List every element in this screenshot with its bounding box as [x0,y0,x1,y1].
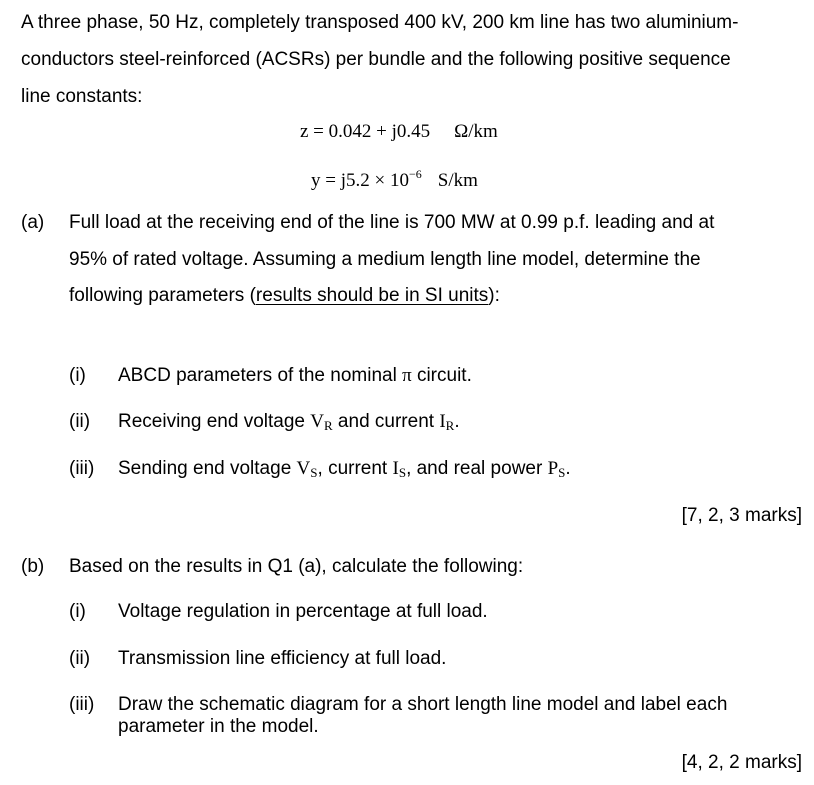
part-a-item-3-text-c: , and real power [406,458,548,479]
part-a-item-3-text [118,459,571,479]
equation-z-lhs: z = 0.042 + j0.45 [300,121,431,142]
part-a-item-3-number: (iii) [69,458,95,479]
ir-subscript: R [445,418,455,433]
part-b-item-3-number: (iii) [69,694,95,715]
ps-base: P [547,458,559,479]
part-a-item-2-text-b: and current [332,411,440,432]
part-b-item-3-text-line-1: Draw the schematic diagram for a short length line model and label each [118,694,728,715]
part-b-item-2-number: (ii) [69,648,91,669]
part-a-si-units-underlined: results should be in SI units [255,285,489,306]
pi-symbol: π [402,365,412,386]
part-a-line-3-post: ): [488,285,500,306]
part-a-item-3-text-b: , current [317,458,393,479]
vr-subscript: R [323,418,333,433]
part-b-item-1-number: (i) [69,601,86,622]
current-symbol-ir [439,411,454,432]
part-b-marks: [4, 2, 2 marks] [681,752,802,773]
ps-subscript: S [558,465,566,480]
voltage-symbol-vs [297,458,318,479]
equation-y-lhs: y = j5.2 × 10 [311,170,409,191]
part-a-item-1-number: (i) [69,365,86,386]
part-a-label: (a) [21,212,45,233]
vs-subscript: S [310,465,318,480]
part-b-item-1-text: Voltage regulation in percentage at full load. [118,601,488,622]
is-subscript: S [398,465,407,480]
equation-y-exponent: −6 [408,167,422,181]
ir-base: I [439,411,446,432]
part-a-item-3-text-d: . [565,458,571,479]
part-b-item-3-text-line-2: parameter in the model. [118,716,319,737]
vs-base: V [296,458,311,479]
part-a-item-3-text-a: Sending end voltage [118,458,297,479]
intro-line-1: A three phase, 50 Hz, completely transposed 400 kV, 200 km line has two aluminium- [21,12,739,33]
intro-line-3: line constants: [21,86,143,107]
equation-y-unit: S/km [437,170,478,191]
part-b-item-2-text: Transmission line efficiency at full load. [118,648,447,669]
part-a-marks: [7, 2, 3 marks] [681,505,802,526]
current-symbol-is [393,458,407,479]
power-symbol-ps [548,458,566,479]
equation-z-unit: Ω/km [454,121,498,142]
part-a-item-2-text [118,412,460,432]
part-a-line-3-pre: following parameters ( [69,285,256,306]
voltage-symbol-vr [310,411,332,432]
part-b-label: (b) [21,556,45,577]
part-a-line-2: 95% of rated voltage. Assuming a medium length line model, determine the [69,249,701,270]
part-a-item-2-text-c: . [454,411,460,432]
part-a-item-1-text [118,366,472,385]
equation-y [311,168,478,190]
part-a-item-2-number: (ii) [69,411,91,432]
part-a-item-2-text-a: Receiving end voltage [118,411,311,432]
part-b-line-1: Based on the results in Q1 (a), calculate the following: [69,556,524,577]
part-a-item-1-text-a: ABCD parameters of the nominal [118,365,403,386]
part-a-item-1-text-b: circuit. [411,365,472,386]
equation-z [300,122,498,141]
part-a-line-3 [69,286,500,305]
vr-base: V [310,411,324,432]
is-base: I [392,458,399,479]
part-a-line-1: Full load at the receiving end of the line is 700 MW at 0.99 p.f. leading and at [69,212,715,233]
intro-line-2: conductors steel-reinforced (ACSRs) per bundle and the following positive sequence [21,49,731,70]
